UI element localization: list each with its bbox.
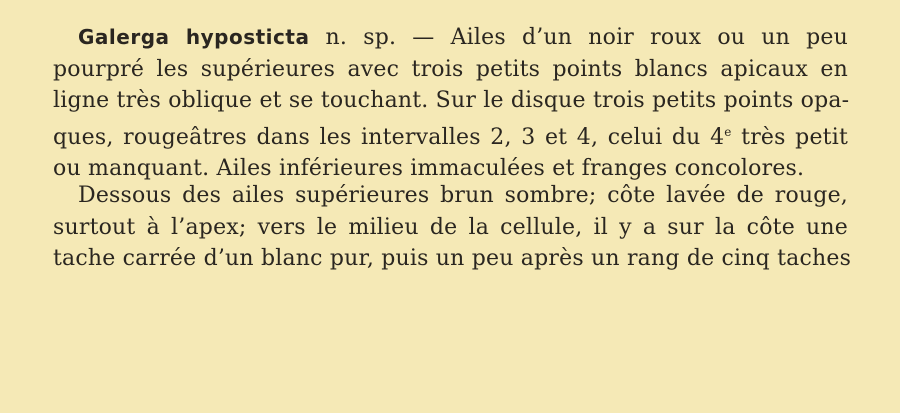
text-line: pourpré les supérieures avec trois petits points blancs apicaux en	[53, 56, 848, 82]
text-line: ou manquant. Ailes inférieures immaculées et franges concolores.	[53, 156, 805, 181]
text-line: Dessous des ailes supérieures brun sombre; côte lavée de rouge,	[78, 183, 848, 208]
text-line: ligne très oblique et se touchant. Sur le disque trois petits points opa-	[53, 88, 850, 113]
paragraph-species-description	[53, 22, 848, 185]
species-name: Galerga hyposticta	[78, 25, 310, 49]
text-fragment: ques, rougeâtres dans les intervalles 2, 3 et 4, celui du 4	[53, 124, 725, 150]
paragraph-underside-description	[53, 180, 852, 275]
text-line	[53, 117, 848, 154]
text-fragment: très petit	[731, 124, 848, 150]
text-line: surtout à l’apex; vers le milieu de la cellule, il y a sur la côte une	[53, 214, 848, 240]
text-line	[53, 22, 848, 54]
text-line: tache carrée d’un blanc pur, puis un peu après un rang de cinq taches	[53, 246, 852, 271]
superscript: e	[724, 124, 732, 139]
text-fragment: n. sp. — Ailes d’un noir roux ou un peu	[309, 25, 848, 50]
